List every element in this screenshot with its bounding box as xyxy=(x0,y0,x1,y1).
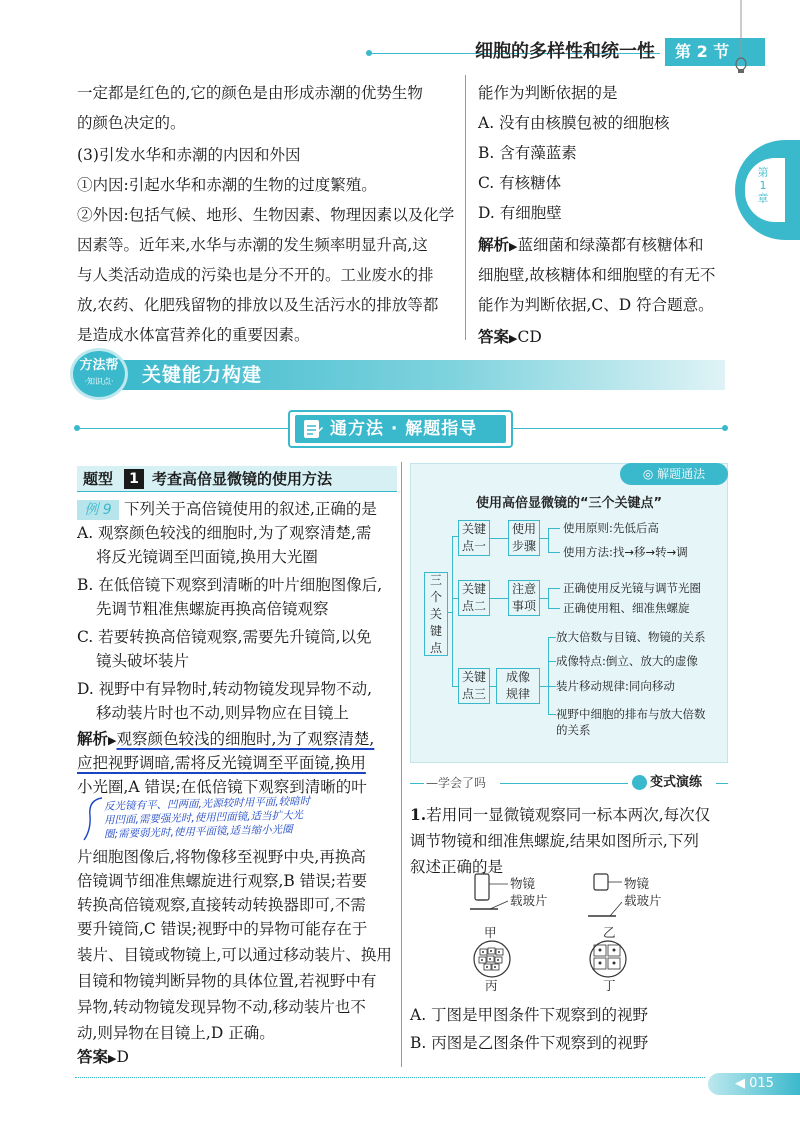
diagram-connector xyxy=(452,536,453,686)
figure-label-slide: 载玻片 xyxy=(624,893,662,908)
figure-label-bing: 丙 xyxy=(485,978,498,993)
analysis-line: 能作为判断依据,C、D 符合题意。 xyxy=(478,296,714,314)
magnifier-icon: ◎ xyxy=(642,467,658,481)
banner-title: 关键能力构建 xyxy=(142,364,263,386)
diagram-title: 使用高倍显微镜的“三个关键点” xyxy=(475,496,663,511)
option-d: D. 有细胞壁 xyxy=(478,204,562,222)
diagram-sub-3: 成像规律 xyxy=(496,668,540,704)
diagram-connector xyxy=(548,608,560,609)
pencil-icon xyxy=(632,775,647,790)
option-b: B. 含有藻蓝素 xyxy=(478,144,577,162)
banner-badge-label: 方法帮 xyxy=(79,358,119,373)
question-type-number: 1 xyxy=(124,469,144,489)
practice-right-label: 变式演练 xyxy=(650,775,703,790)
diagram-connector xyxy=(540,598,548,599)
analysis-line: 要升镜筒,C 错误;视野中的异物可能存在于 xyxy=(77,920,368,938)
figure-label-objective: 物镜 xyxy=(510,876,536,891)
diagram-connector xyxy=(548,661,556,662)
column-divider-bottom xyxy=(401,462,402,1067)
diagram-connector xyxy=(490,538,508,539)
diagram-item: 正确使用粗、细准焦螺旋 xyxy=(563,601,690,615)
example-option-d: D. 视野中有异物时,转动物镜发现异物不动, xyxy=(77,680,373,698)
analysis-line: 异物,转动物镜发现异物不动,移动装片也不 xyxy=(77,998,366,1016)
example-option-c: C. 若要转换高倍镜观察,需要先升镜筒,以免 xyxy=(77,628,372,646)
diagram-tag: ◎ 解题通法 xyxy=(620,463,728,485)
figure-label-objective: 物镜 xyxy=(624,876,650,891)
practice-question-line: 叙述正确的是 xyxy=(410,858,504,876)
heading-rule-right xyxy=(513,428,725,429)
figure-label-ding: 丁 xyxy=(603,978,616,993)
handwritten-bracket-icon xyxy=(82,796,106,842)
text-line: 因素等。近年来,水华与赤潮的发生频率明显升高,这 xyxy=(77,236,428,254)
diagram-connector xyxy=(448,612,452,613)
practice-question-line: 1.若用同一显微镜观察同一标本两次,每次仅 xyxy=(410,805,711,824)
diagram-connector xyxy=(540,538,548,539)
text-line: (3)引发水华和赤潮的内因和外因 xyxy=(77,146,301,164)
diagram-item: 放大倍数与目镜、物镜的关系 xyxy=(556,630,706,644)
analysis-line: 应把视野调暗,需将反光镜调至平面镜,换用 xyxy=(77,754,366,772)
answer-line xyxy=(478,322,542,354)
banner-badge xyxy=(70,348,128,400)
diagram-item: 装片移动规律:同向移动 xyxy=(556,679,675,693)
text-line: ②外因:包括气候、地形、生物因素、物理因素以及化学 xyxy=(77,206,455,224)
arrow-icon: ▶ xyxy=(509,240,518,253)
text-line: 放,农药、化肥残留物的排放以及生活污水的排放等都 xyxy=(77,296,439,314)
diagram-item: 成像特点:倒立、放大的虚像 xyxy=(556,654,698,668)
diagram-item: 正确使用反光镜与调节光圈 xyxy=(563,581,701,595)
analysis-label: 解析 xyxy=(478,236,510,254)
page-number: ◀ 015 xyxy=(735,1076,774,1091)
figure-label-slide: 载玻片 xyxy=(510,893,548,908)
diagram-connector xyxy=(490,598,508,599)
answer-value: CD xyxy=(517,328,542,346)
example-badge: 例 9 xyxy=(77,500,119,520)
answer-line xyxy=(77,1042,129,1074)
diagram-item: 使用方法:找→移→转→调 xyxy=(563,545,688,559)
practice-rule xyxy=(500,783,628,784)
arrow-icon: ▶ xyxy=(509,332,518,345)
diagram-connector xyxy=(548,637,549,714)
question-stem: 能作为判断依据的是 xyxy=(478,84,618,102)
diagram-connector xyxy=(548,588,549,608)
option-a: A. 没有由核膜包被的细胞核 xyxy=(478,114,670,132)
example-option-b-cont: 先调节粗准焦螺旋再换高倍镜观察 xyxy=(96,600,329,618)
diagram-key-3: 关键点三 xyxy=(458,668,490,704)
text-line: 一定都是红色的,它的颜色是由形成赤潮的优势生物 xyxy=(77,84,423,102)
analysis-line: 解析▶观察颜色较浅的细胞时,为了观察清楚, xyxy=(77,730,375,748)
question-type-label: 题型 xyxy=(83,470,114,488)
diagram-connector xyxy=(548,686,556,687)
header-rule-dot xyxy=(366,50,372,56)
analysis-line: 倍镜调节细准焦螺旋进行观察,B 错误;若要 xyxy=(77,872,367,890)
example-option-d-cont: 移动装片时也不动,则异物应在目镜上 xyxy=(96,704,349,722)
diagram-root: 三个关键点 xyxy=(424,572,448,656)
handwritten-note: 反光镜有平、凹两面,光源较时用平面,较暗时 xyxy=(103,795,311,813)
answer-value: D xyxy=(116,1048,129,1066)
practice-rule xyxy=(410,783,424,784)
analysis-label: 解析 xyxy=(77,730,109,748)
page-arrow-icon: ◀ xyxy=(735,1076,750,1091)
text-line: ①内因:引起水华和赤潮的生物的过度繁殖。 xyxy=(77,176,377,194)
diagram-connector xyxy=(548,588,560,589)
column-divider-top xyxy=(465,75,466,340)
objective-long xyxy=(475,874,489,900)
lightbulb-icon xyxy=(735,0,747,75)
heading-rule-dot xyxy=(722,425,728,431)
heading-rule-dot xyxy=(74,425,80,431)
example-option-a-cont: 将反光镜调至凹面镜,换用大光圈 xyxy=(96,548,318,566)
handwritten-note: 圈;需要弱光时,使用平面镜,适当缩小光圈 xyxy=(103,823,293,841)
practice-left-label: —学会了吗 xyxy=(426,776,487,790)
diagram-connector xyxy=(548,714,556,715)
example-option-c-cont: 镜头破坏装片 xyxy=(96,652,190,670)
practice-question-number: 1. xyxy=(410,805,427,824)
diagram-item: 使用原则:先低后高 xyxy=(563,521,659,535)
figure-label-yi: 乙 xyxy=(603,925,616,940)
diagram-item: 视野中细胞的排布与放大倍数 xyxy=(556,707,706,721)
example-option-b: B. 在低倍镜下观察到清晰的叶片细胞图像后, xyxy=(77,576,383,594)
diagram-connector xyxy=(548,637,556,638)
answer-label: 答案 xyxy=(478,328,510,346)
practice-option-a: A. 丁图是甲图条件下观察到的视野 xyxy=(410,1006,649,1024)
diagram-item: 的关系 xyxy=(556,723,591,737)
diagram-connector xyxy=(548,552,560,553)
handwritten-note: 用凹面,需要强光时,使用凹面镜,适当扩大光 xyxy=(103,809,304,827)
diagram-key-2: 关键点二 xyxy=(458,580,490,616)
analysis-line: 小光圈,A 错误;在低倍镜下观察到清晰的叶 xyxy=(77,778,367,796)
arrow-icon: ▶ xyxy=(108,1052,117,1065)
heading-rule-left xyxy=(77,428,288,429)
analysis-line: 转换高倍镜观察,直接转动转换器即可,不需 xyxy=(77,896,366,914)
answer-label: 答案 xyxy=(77,1048,109,1066)
notepad-icon xyxy=(303,418,323,440)
question-type-title: 考查高倍显微镜的使用方法 xyxy=(152,470,333,488)
analysis-line: 目镜和物镜判断异物的具体位置,若视野中有 xyxy=(77,972,377,990)
diagram-key-1: 关键点一 xyxy=(458,520,490,556)
diagram-sub-1: 使用步骤 xyxy=(508,520,540,556)
diagram-sub-2: 注意事项 xyxy=(508,580,540,616)
analysis-line: 动,则异物在目镜上,D 正确。 xyxy=(77,1024,275,1042)
arrow-icon: ▶ xyxy=(108,734,117,747)
option-c: C. 有核糖体 xyxy=(478,174,562,192)
banner-badge-sub: ·知识点· xyxy=(84,377,114,386)
text-line: 是造成水体富营养化的重要因素。 xyxy=(77,326,310,344)
analysis-line: 细胞壁,故核糖体和细胞壁的有无不 xyxy=(478,266,716,284)
analysis-line: 解析▶蓝细菌和绿藻都有核糖体和 xyxy=(478,236,704,254)
section-label: 第 2 节 xyxy=(665,38,765,66)
example-option-a: A. 观察颜色较浅的细胞时,为了观察清楚,需 xyxy=(77,524,372,542)
diagram-connector xyxy=(548,528,560,529)
practice-rule xyxy=(716,783,728,784)
figure-label-jia: 甲 xyxy=(484,925,497,940)
diagram-connector xyxy=(548,528,549,552)
diagram-connector xyxy=(540,686,548,687)
section-heading: 通方法 · 解题指导 xyxy=(330,419,478,439)
chapter-title: 细胞的多样性和统一性 xyxy=(475,41,655,62)
practice-option-b: B. 丙图是乙图条件下观察到的视野 xyxy=(410,1034,649,1052)
example-stem: 下列关于高倍镜使用的叙述,正确的是 xyxy=(124,500,377,518)
analysis-line: 片细胞图像后,将物像移至视野中央,再换高 xyxy=(77,848,366,866)
practice-question-line: 调节物镜和细准焦螺旋,结果如图所示,下列 xyxy=(410,832,699,850)
text-line: 的颜色决定的。 xyxy=(77,114,186,132)
analysis-line: 装片、目镜或物镜上,可以通过移动装片、换用 xyxy=(77,946,392,964)
text-line: 与人类活动造成的污染也是分不开的。工业废水的排 xyxy=(77,266,434,284)
chapter-side-tab-label: 第 1 章 xyxy=(757,166,769,205)
footer-dotted-rule xyxy=(75,1077,705,1078)
